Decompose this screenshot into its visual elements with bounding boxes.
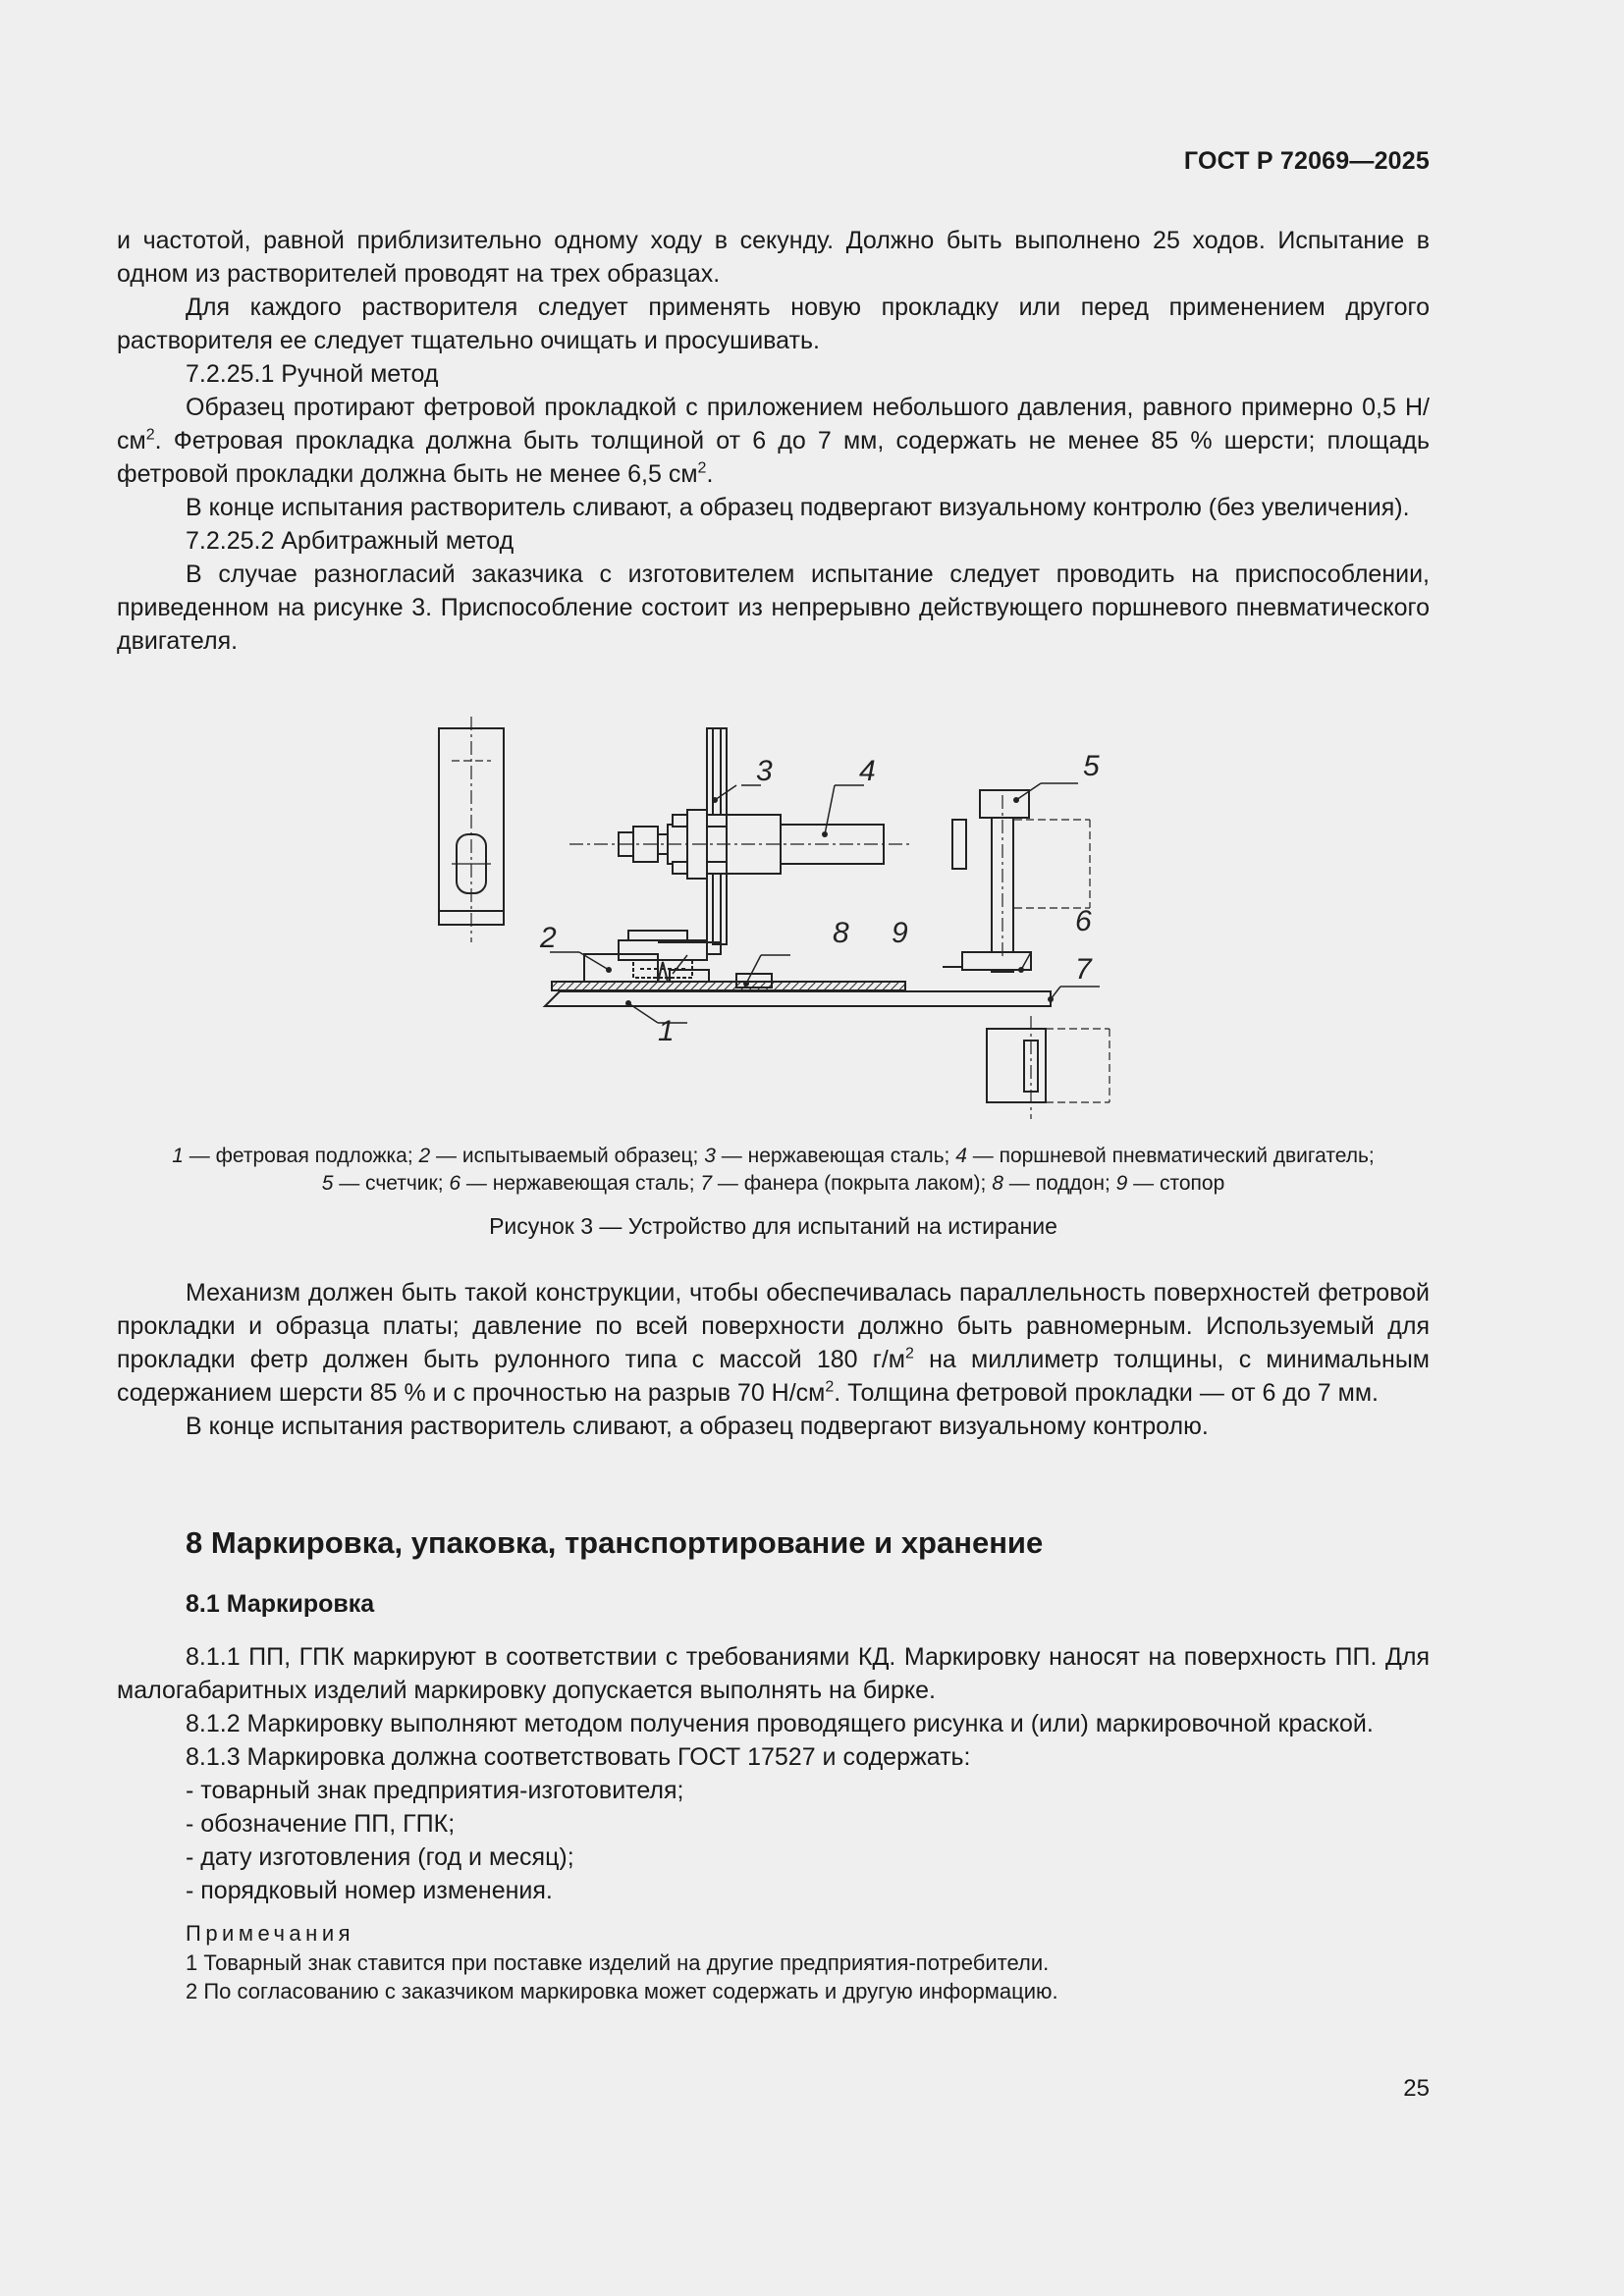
label-7: 7 (1075, 953, 1092, 986)
subsection-title: 7.2.25.2 Арбитражный метод (186, 527, 514, 555)
note-item: 1 Товарный знак ставится при поставке изделий на другие предприятия-потребители. (186, 1950, 1050, 1975)
top-text-block (117, 224, 1430, 658)
paragraph: В конце испытания растворитель сливают, а образец подвергают визуальному контролю (без увеличения). (186, 494, 1410, 521)
label-2: 2 (540, 922, 557, 954)
label-8: 8 (833, 917, 849, 949)
figure-main (422, 717, 1119, 1129)
paragraph: Механизм должен быть такой конструкции, чтобы обеспечивалась параллельность поверхностей фетровой прокладки и образца платы; давление по всей поверхности должно быть равномерным. Используемый для прокладки фетр должен быть рулонного типа с массой 180 $г/м^2$ на миллиметр толщины, с минимальным содержанием шерсти 85 % и с прочностью на разрыв 70 $Н/см^2$. Толщина фетровой прокладки — от 6 до 7 мм. (117, 1279, 1430, 1407)
subsection-title: 7.2.25.1 Ручной метод (186, 360, 439, 388)
paragraph: 8.1.1 ПП, ГПК маркируют в соответствии с требованиями КД. Маркировку наносят на поверхность ПП. Для малогабаритных изделий маркировку допускается выполнять на бирке. (117, 1643, 1430, 1704)
list-item: - товарный знак предприятия-изготовителя; (186, 1777, 684, 1804)
paragraph: и частотой, равной приблизительно одному ходу в секунду. Должно быть выполнено 25 ходов. Испытание в одном из растворителей проводят на трех образцах. (117, 227, 1430, 288)
document-standard-number: ГОСТ Р 72069—2025 (1183, 147, 1430, 175)
label-1: 1 (658, 1015, 675, 1047)
notes-title: Примечания (186, 1921, 355, 1946)
paragraph: Для каждого растворителя следует применять новую прокладку или перед применением другого растворителя ее следует тщательно очищать и просушивать. (117, 294, 1430, 354)
paragraph: Образец протирают фетровой прокладкой с приложением небольшого давления, равного примерно 0,5 $Н/см^2$. Фетровая прокладка должна быть толщиной от 6 до 7 мм, содержать не менее 85 % шерсти; площадь фетровой прокладки должна быть не менее 6,5 $см^2$. (117, 394, 1430, 488)
paragraph: В случае разногласий заказчика с изготовителем испытание следует проводить на приспособлении, приведенном на рисунке 3. Приспособление состоит из непрерывно действующего поршневого пневматического двигателя. (117, 561, 1430, 655)
subsection-title: 8.1 Маркировка (186, 1590, 375, 1618)
label-4: 4 (859, 755, 876, 787)
page-number: 25 (1403, 2075, 1430, 2102)
list-item: - порядковый номер изменения. (186, 1877, 553, 1904)
list-item: - обозначение ПП, ГПК; (186, 1810, 456, 1838)
counter (980, 790, 1029, 818)
paragraph: В конце испытания растворитель сливают, а образец подвергают визуальному контролю. (186, 1413, 1209, 1440)
section-8 (117, 1525, 1430, 2005)
note-item: 2 По согласованию с заказчиком маркировка может содержать и другую информацию. (186, 1979, 1058, 2003)
label-9: 9 (892, 917, 908, 949)
label-5: 5 (1083, 750, 1100, 782)
middle-text-block (117, 1276, 1430, 1443)
label-6: 6 (1075, 905, 1092, 937)
paragraph: 8.1.3 Маркировка должна соответствовать ГОСТ 17527 и содержать: (186, 1743, 971, 1771)
list-item: - дату изготовления (год и месяц); (186, 1843, 574, 1871)
paragraph: 8.1.2 Маркировку выполняют методом получения проводящего рисунка и (или) маркировочной краской. (186, 1710, 1374, 1737)
figure-title: Рисунок 3 — Устройство для испытаний на истирание (489, 1213, 1057, 1239)
label-3: 3 (756, 755, 773, 787)
section-title: 8 Маркировка, упаковка, транспортирование и хранение (186, 1525, 1044, 1560)
figure-legend: 1 — фетровая подложка; 2 — испытываемый образец; 3 — нержавеющая сталь; 4 — поршневой пневматический двигатель; 5 — счетчик; 6 — нержавеющая сталь; 7 — фанера (покрыта лаком); 8 — поддон; 9 — стопор Рисунок 3 — Устройство для испытаний на истирание (117, 1143, 1430, 1240)
